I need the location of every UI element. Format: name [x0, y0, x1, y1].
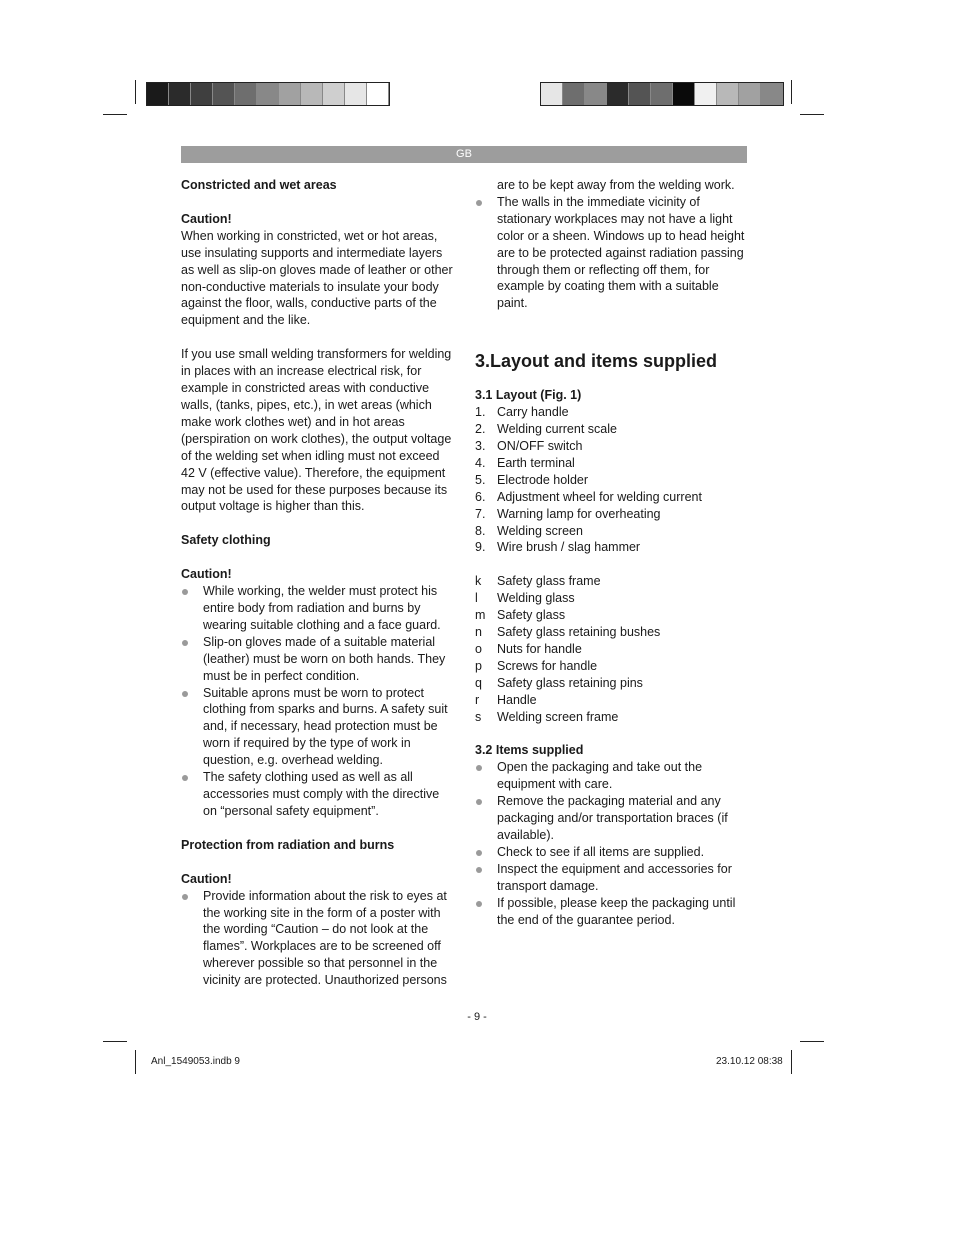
color-swatch	[585, 83, 607, 105]
crop-mark	[791, 1050, 792, 1074]
color-swatch	[345, 83, 367, 105]
crop-mark	[103, 114, 127, 115]
bullet-list	[181, 583, 453, 820]
color-calibration-bar-right	[540, 82, 784, 106]
color-swatch	[651, 83, 673, 105]
item-marker: 7.	[475, 506, 486, 521]
item-marker: n	[475, 625, 482, 640]
bullet-list	[475, 759, 747, 928]
layout-list	[475, 404, 747, 556]
list-item: Inspect the equipment and accessories for transport damage.	[475, 861, 747, 895]
item-label: Safety glass	[497, 608, 566, 623]
crop-mark	[103, 1041, 127, 1042]
list-item	[475, 624, 747, 641]
list-item	[475, 658, 747, 675]
list-item	[475, 455, 747, 472]
list-item: The safety clothing used as well as all accessories must comply with the directive on “personal safety equipment”.	[181, 769, 453, 820]
list-item	[475, 692, 747, 709]
subsection-heading: 3.1 Layout (Fig. 1)	[475, 388, 582, 403]
color-swatch	[367, 83, 389, 105]
item-marker: p	[475, 658, 482, 673]
color-swatch	[169, 83, 191, 105]
item-marker: q	[475, 675, 482, 690]
paragraph-continuation: are to be kept away from the welding work.	[497, 178, 735, 192]
item-label: Safety glass retaining bushes	[497, 625, 661, 640]
page-number: - 9 -	[467, 1011, 487, 1023]
item-label: Screws for handle	[497, 658, 598, 673]
item-label: Handle	[497, 692, 537, 707]
item-marker: 3.	[475, 438, 486, 453]
item-label: Safety glass frame	[497, 574, 601, 589]
list-item	[475, 523, 747, 540]
list-item: Check to see if all items are supplied.	[475, 844, 747, 861]
list-item	[475, 404, 747, 421]
crop-mark	[800, 1041, 824, 1042]
list-item	[475, 641, 747, 658]
list-item: Remove the packaging material and any packaging and/or transportation braces (if available).	[475, 793, 747, 844]
section-heading: Protection from radiation and burns	[181, 837, 395, 852]
list-item: While working, the welder must protect his entire body from radiation and burns by wearing suitable clothing and a face guard.	[181, 583, 453, 634]
caution-label: Caution!	[181, 211, 232, 226]
bullet-list	[475, 194, 747, 312]
item-label: Wire brush / slag hammer	[497, 540, 641, 555]
color-swatch	[323, 83, 345, 105]
list-item	[475, 472, 747, 489]
color-swatch	[761, 83, 783, 105]
item-label: ON/OFF switch	[497, 438, 583, 453]
item-label: Welding screen	[497, 523, 583, 538]
item-marker: 4.	[475, 455, 486, 470]
item-marker: l	[475, 591, 478, 606]
list-item	[475, 438, 747, 455]
section-heading: Safety clothing	[181, 533, 271, 548]
item-label: Earth terminal	[497, 455, 575, 470]
caution-label: Caution!	[181, 567, 232, 582]
item-marker: 8.	[475, 523, 486, 538]
item-marker: s	[475, 709, 482, 724]
color-swatch	[563, 83, 585, 105]
list-item: Slip-on gloves made of a suitable material (leather) must be worn on both hands. They must be in perfect condition.	[181, 634, 453, 685]
subsection-heading: 3.2 Items supplied	[475, 743, 584, 758]
crop-mark	[791, 80, 792, 104]
right-column	[475, 177, 747, 928]
bullet-list	[181, 888, 453, 989]
list-item: Open the packaging and take out the equipment with care.	[475, 759, 747, 793]
color-swatch	[695, 83, 717, 105]
list-item	[475, 421, 747, 438]
item-marker: 6.	[475, 489, 486, 504]
language-header-bar	[181, 146, 747, 163]
crop-mark	[800, 114, 824, 115]
item-marker: 1.	[475, 405, 486, 420]
paragraph: If you use small welding transformers for welding in places with an increase electrical risk, for example in constricted areas with conductive walls, (tanks, pipes, etc.), in wet areas (which make work clothes wet) and in hot areas (perspiration on work clothes), the output voltage of the welding set when idling must not exceed 42 V (effective value). Therefore, the equipment may not be used for these purposes because its output voltage is higher than this.	[181, 347, 452, 514]
item-label: Safety glass retaining pins	[497, 675, 643, 690]
list-item: If possible, please keep the packaging until the end of the guarantee period.	[475, 895, 747, 929]
color-swatch	[279, 83, 301, 105]
paragraph: When working in constricted, wet or hot areas, use insulating supports and intermediate layers as well as slip-on gloves made of leather or other non-conductive materials to insulate your body against the floor, walls, conductive parts of the equipment and the like.	[181, 228, 453, 328]
color-calibration-bar-left	[146, 82, 390, 106]
color-swatch	[673, 83, 695, 105]
list-item	[475, 607, 747, 624]
color-swatch	[213, 83, 235, 105]
list-item	[475, 590, 747, 607]
item-marker: m	[475, 608, 486, 623]
caution-label: Caution!	[181, 871, 232, 886]
list-item	[475, 675, 747, 692]
list-item	[475, 573, 747, 590]
item-label: Warning lamp for overheating	[497, 506, 661, 521]
item-label: Welding screen frame	[497, 709, 619, 724]
list-item	[475, 506, 747, 523]
list-item: The walls in the immediate vicinity of stationary workplaces may not have a light color or a sheen. Windows up to head height are to be protected against radiation passing through them or reflecting off them, for example by coating them with a suitable paint.	[475, 194, 747, 312]
list-item	[475, 489, 747, 506]
color-swatch	[301, 83, 323, 105]
parts-list	[475, 573, 747, 725]
item-label: Welding current scale	[497, 422, 617, 437]
color-swatch	[607, 83, 629, 105]
print-timestamp: 23.10.12 08:38	[716, 1056, 783, 1067]
item-marker: 9.	[475, 540, 486, 555]
color-swatch	[739, 83, 761, 105]
color-swatch	[147, 83, 169, 105]
item-label: Adjustment wheel for welding current	[497, 489, 702, 504]
section-heading: Constricted and wet areas	[181, 178, 337, 192]
color-swatch	[235, 83, 257, 105]
list-item	[475, 539, 747, 556]
item-label: Electrode holder	[497, 472, 589, 487]
item-marker: o	[475, 641, 482, 656]
file-name: Anl_1549053.indb 9	[151, 1056, 240, 1067]
list-item: Provide information about the risk to eyes at the working site in the form of a poster with the wording “Caution – do not look at the flames”. Workplaces are to be screened off wherever possible so that personnel in the vicinity are protected. Unauthorized persons	[181, 888, 453, 989]
color-swatch	[717, 83, 739, 105]
crop-mark	[135, 80, 136, 104]
item-label: Nuts for handle	[497, 641, 582, 656]
item-marker: k	[475, 574, 482, 589]
color-swatch	[541, 83, 563, 105]
chapter-heading: 3.Layout and items supplied	[475, 351, 718, 372]
left-column	[181, 177, 453, 989]
language-label: GB	[456, 148, 472, 160]
color-swatch	[191, 83, 213, 105]
item-label: Carry handle	[497, 405, 569, 420]
color-swatch	[629, 83, 651, 105]
item-marker: 2.	[475, 422, 486, 437]
crop-mark	[135, 1050, 136, 1074]
item-label: Welding glass	[497, 591, 575, 606]
item-marker: r	[475, 692, 480, 707]
list-item	[475, 709, 747, 726]
item-marker: 5.	[475, 472, 486, 487]
color-swatch	[257, 83, 279, 105]
list-item: Suitable aprons must be worn to protect clothing from sparks and burns. A safety suit and, if necessary, head protection must be worn if required by the type of work in question, e.g. overhead welding.	[181, 685, 453, 770]
